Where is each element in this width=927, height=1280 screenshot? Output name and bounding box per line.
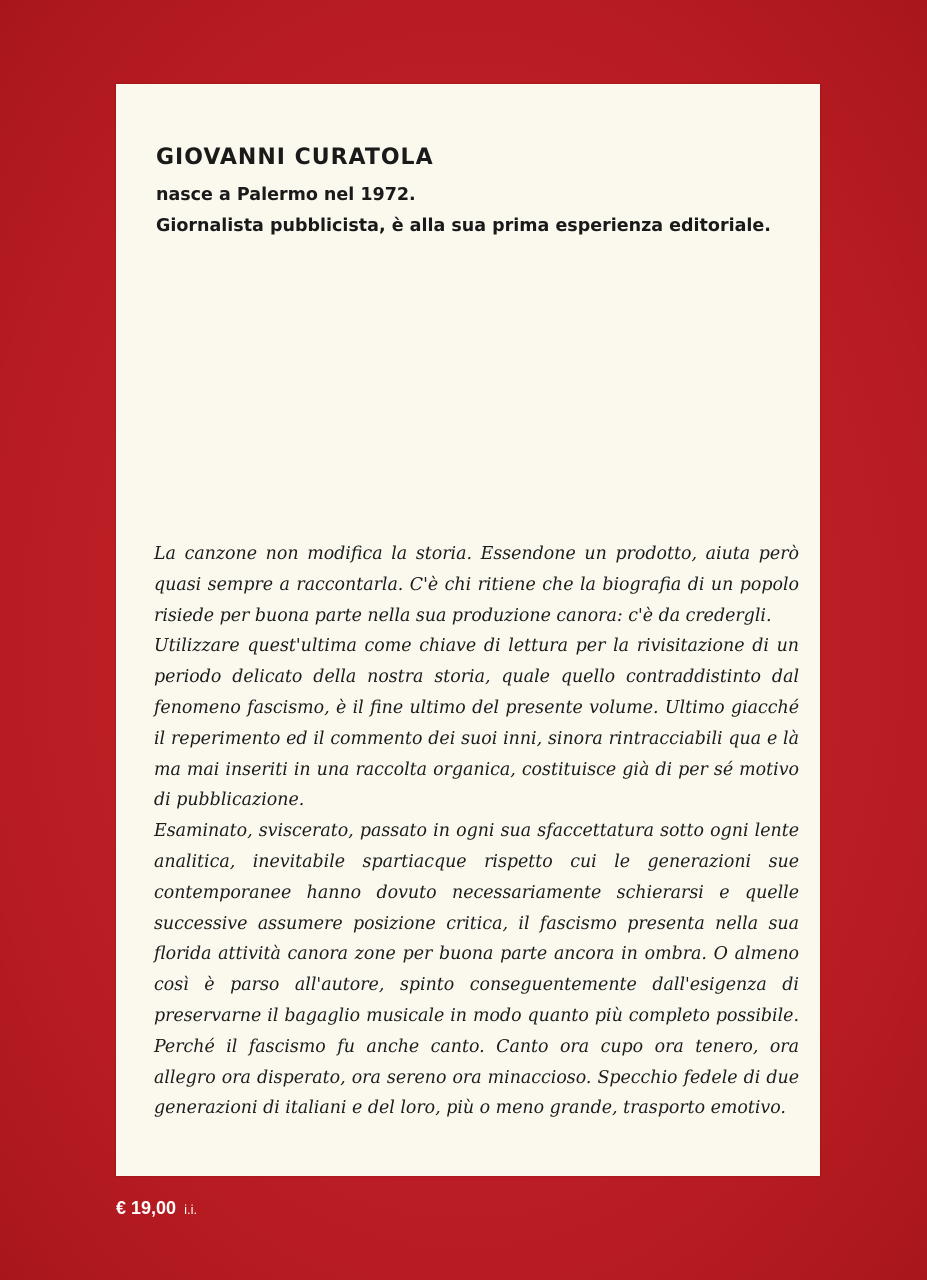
author-name: GIOVANNI CURATOLA	[156, 145, 434, 170]
text-panel	[116, 84, 820, 1176]
author-bio	[156, 144, 796, 242]
price-amount: € 19,00	[116, 1198, 177, 1218]
author-birth: nasce a Palermo nel 1972.	[156, 185, 416, 205]
blurb-paragraph: La canzone non modifica la storia. Essendone un prodotto, aiuta però quasi sempre a raccontarla. C'è chi ritiene che la biografia di un popolo risiede per buona parte nella sua produzione canora: c'è da credergli.	[154, 544, 799, 626]
price-label	[116, 1198, 197, 1219]
book-blurb	[154, 539, 799, 1124]
blurb-paragraph: Esaminato, sviscerato, passato in ogni sua sfaccettatura sotto ogni lente analitica, inevitabile spartiacque rispetto cui le generazioni sue contemporanee hanno dovuto necessariamente schierarsi e quelle successive assumere posizione critica, il fascismo presenta nella sua florida attività canora zone per buona parte ancora in ombra. O almeno così è parso all'autore, spinto conseguentemente dall'esigenza di preservarne il bagaglio musicale in modo quanto più completo possibile. Perché il fascismo fu anche canto. Canto ora cupo ora tenero, ora allegro ora disperato, ora sereno ora minaccioso. Specchio fedele di due generazioni di italiani e del loro, più o meno grande, trasporto emotivo.	[154, 821, 799, 1119]
price-tax-note: i.i.	[184, 1202, 198, 1217]
blurb-paragraph: Utilizzare quest'ultima come chiave di lettura per la rivisitazione di un periodo delicato della nostra storia, quale quello contraddistinto dal fenomeno fascismo, è il fine ultimo del presente volume. Ultimo giacché il reperimento ed il commento dei suoi inni, sinora rintracciabili qua e là ma mai inseriti in una raccolta organica, costituisce già di per sé motivo di pubblicazione.	[154, 636, 799, 811]
author-profession: Giornalista pubblicista, è alla sua prima esperienza editoriale.	[156, 216, 771, 236]
